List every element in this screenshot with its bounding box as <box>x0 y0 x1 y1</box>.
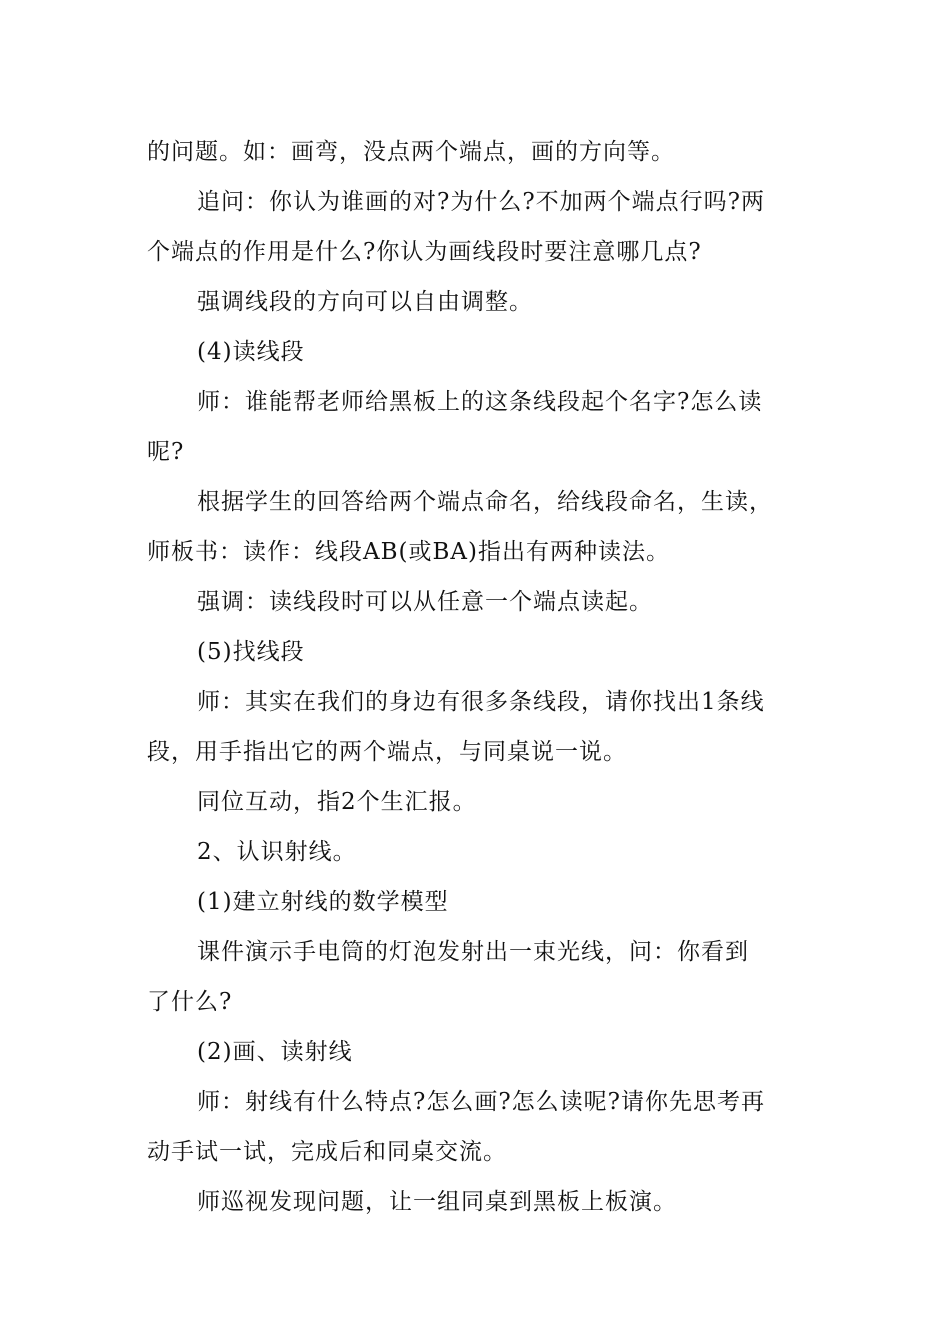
text-line-5: (4)读线段 <box>197 339 305 365</box>
text-line-8: 根据学生的回答给两个端点命名，给线段命名，生读， <box>197 489 773 515</box>
text-line-19: (2)画、读射线 <box>197 1039 353 1065</box>
text-line-21: 动手试一试，完成后和同桌交流。 <box>147 1139 507 1165</box>
text-line-12: 师：其实在我们的身边有很多条线段，请你找出1条线 <box>197 689 765 715</box>
text-line-10: 强调：读线段时可以从任意一个端点读起。 <box>197 589 653 615</box>
text-line-3: 个端点的作用是什么?你认为画线段时要注意哪几点? <box>147 239 702 265</box>
text-line-18: 了什么? <box>147 989 233 1015</box>
text-line-13: 段，用手指出它的两个端点，与同桌说一说。 <box>147 739 627 765</box>
text-line-15: 2、认识射线。 <box>197 839 357 865</box>
text-line-11: (5)找线段 <box>197 639 305 665</box>
text-line-2: 追问：你认为谁画的对?为什么?不加两个端点行吗?两 <box>197 189 765 215</box>
text-line-9: 师板书：读作：线段AB(或BA)指出有两种读法。 <box>147 539 670 565</box>
text-line-20: 师：射线有什么特点?怎么画?怎么读呢?请你先思考再 <box>197 1089 765 1115</box>
text-line-1: 的问题。如：画弯，没点两个端点，画的方向等。 <box>147 139 675 165</box>
text-line-14: 同位互动，指2个生汇报。 <box>197 789 477 815</box>
text-line-16: (1)建立射线的数学模型 <box>197 889 449 915</box>
text-line-17: 课件演示手电筒的灯泡发射出一束光线，问：你看到 <box>197 939 749 965</box>
text-line-22: 师巡视发现问题，让一组同桌到黑板上板演。 <box>197 1189 677 1215</box>
text-line-6: 师：谁能帮老师给黑板上的这条线段起个名字?怎么读 <box>197 389 763 415</box>
text-line-7: 呢? <box>147 439 185 465</box>
text-line-4: 强调线段的方向可以自由调整。 <box>197 289 533 315</box>
